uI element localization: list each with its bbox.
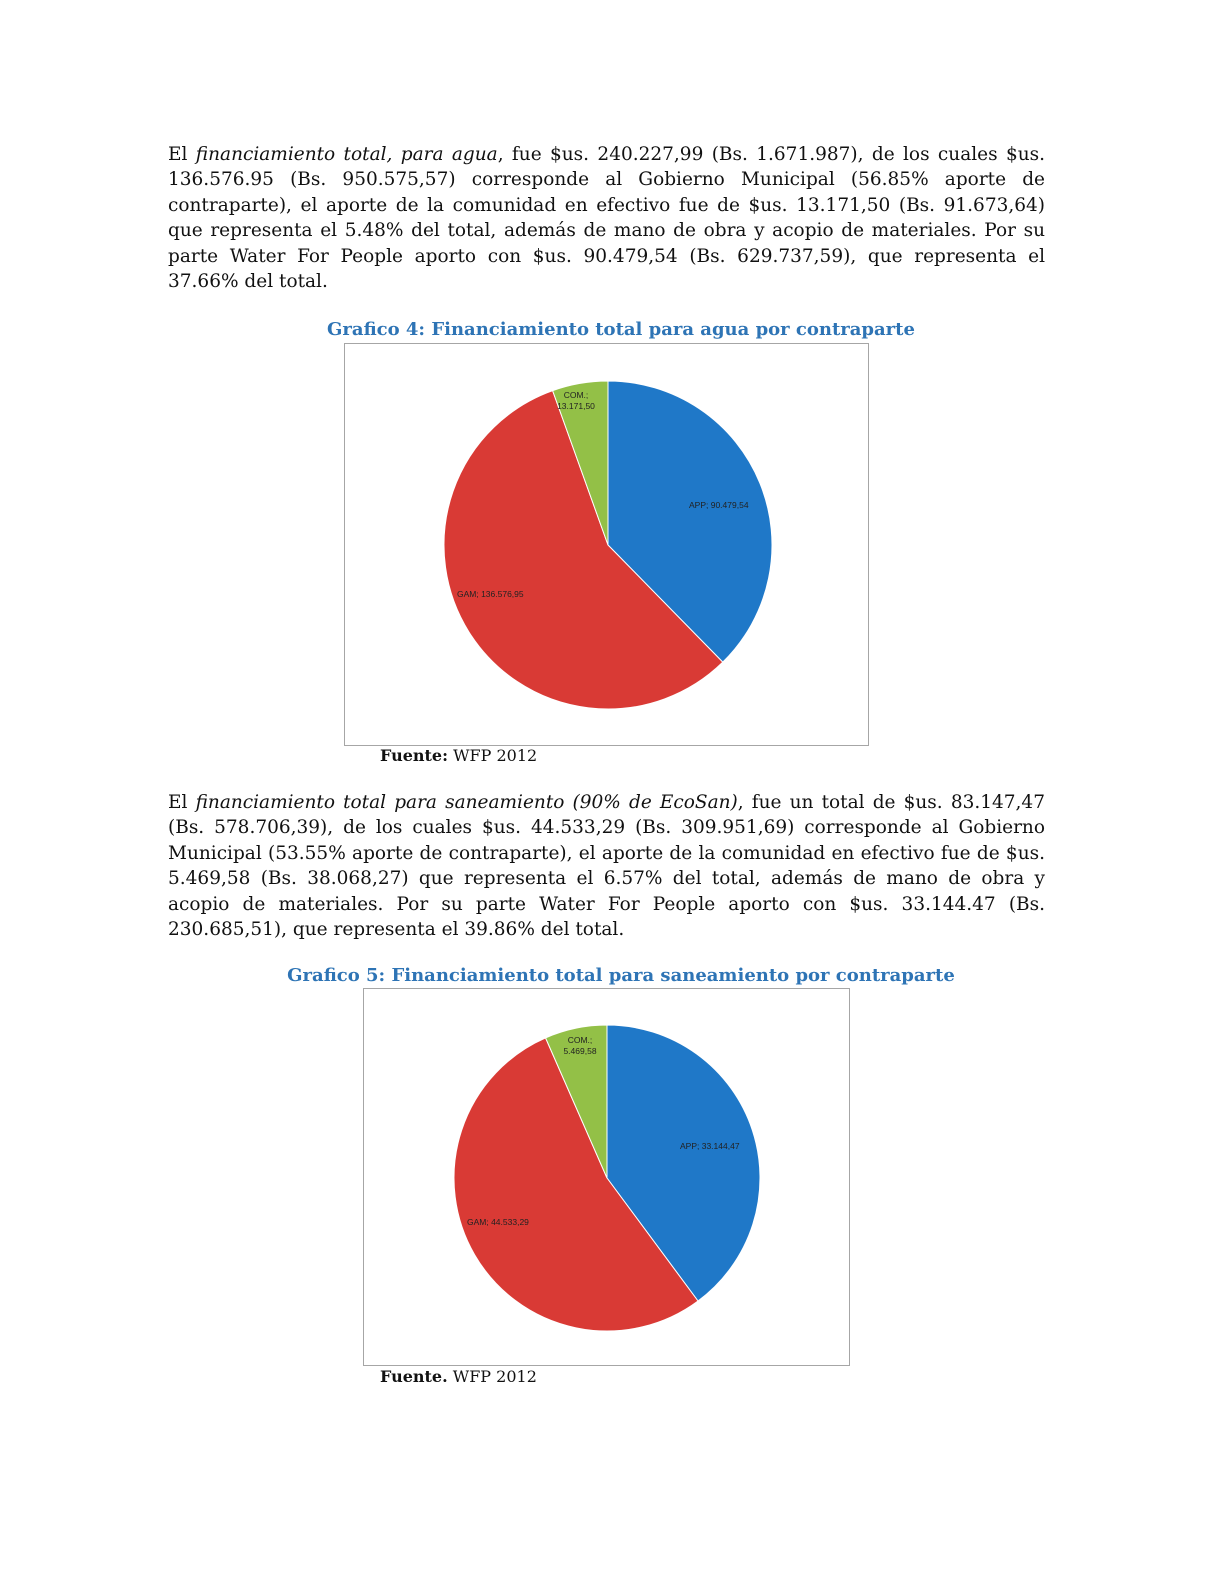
source-label: Fuente: <box>380 746 448 765</box>
chart-caption-agua: Grafico 4: Financiamiento total para agua por contraparte <box>327 319 915 340</box>
pie-chart-agua <box>344 343 869 746</box>
pie-chart-saneamiento <box>363 988 850 1366</box>
source-text: WFP 2012 <box>448 746 538 765</box>
source-text: WFP 2012 <box>447 1367 537 1386</box>
source-note-agua <box>380 746 537 765</box>
chart-caption-saneamiento: Grafico 5: Financiamiento total para saneamiento por contraparte <box>287 965 955 986</box>
pie-chart-svg <box>364 989 849 1365</box>
pie-label-com: COM.; 13.171,50 <box>557 390 595 411</box>
paragraph-text: , fue $us. 240.227,99 (Bs. 1.671.987), de los cuales $us. 136.576.95 (Bs. 950.575,57) corresponde al Gobierno Municipal (56.85% aporte de contraparte), el aporte de la comunidad en efectivo fue de $us. 13.171,50 (Bs. 91.673,64) que representa el 5.48% del total, además de mano de obra y acopio de materiales. Por su parte Water For People aporto con $us. 90.479,54 (Bs. 629.737,59), que representa el 37.66% del total. <box>168 144 1046 293</box>
source-note-saneamiento <box>380 1367 537 1386</box>
paragraph-text: El <box>168 144 196 165</box>
pie-label-gam: GAM; 44.533,29 <box>467 1217 529 1227</box>
paragraph-text: , fue un total de $us. 83.147,47 (Bs. 578.706,39), de los cuales $us. 44.533,29 (Bs. 309.951,69) corresponde al Gobierno Municipal (53.55% aporte de contraparte), el aporte de la comunidad en efectivo fue de $us. 5.469,58 (Bs. 38.068,27) que representa el 6.57% del total, además de mano de obra y acopio de materiales. Por su parte Water For People aporto con $us. 33.144.47 (Bs. 230.685,51), que representa el 39.86% del total. <box>168 792 1045 941</box>
pie-label-app: APP; 90.479,54 <box>689 500 749 510</box>
paragraph-agua <box>168 142 1045 294</box>
paragraph-text: El <box>168 792 196 813</box>
pie-chart-svg <box>345 344 868 745</box>
pie-label-gam: GAM; 136.576,95 <box>457 589 524 599</box>
paragraph-emphasis: financiamiento total, para agua <box>195 144 498 165</box>
pie-label-app: APP; 33.144,47 <box>680 1141 740 1151</box>
pie-label-com: COM.; 5.469,58 <box>563 1035 597 1056</box>
source-label: Fuente. <box>380 1367 448 1386</box>
paragraph-emphasis: financiamiento total para saneamiento (90% de EcoSan) <box>195 792 738 813</box>
paragraph-saneamiento <box>168 790 1045 942</box>
